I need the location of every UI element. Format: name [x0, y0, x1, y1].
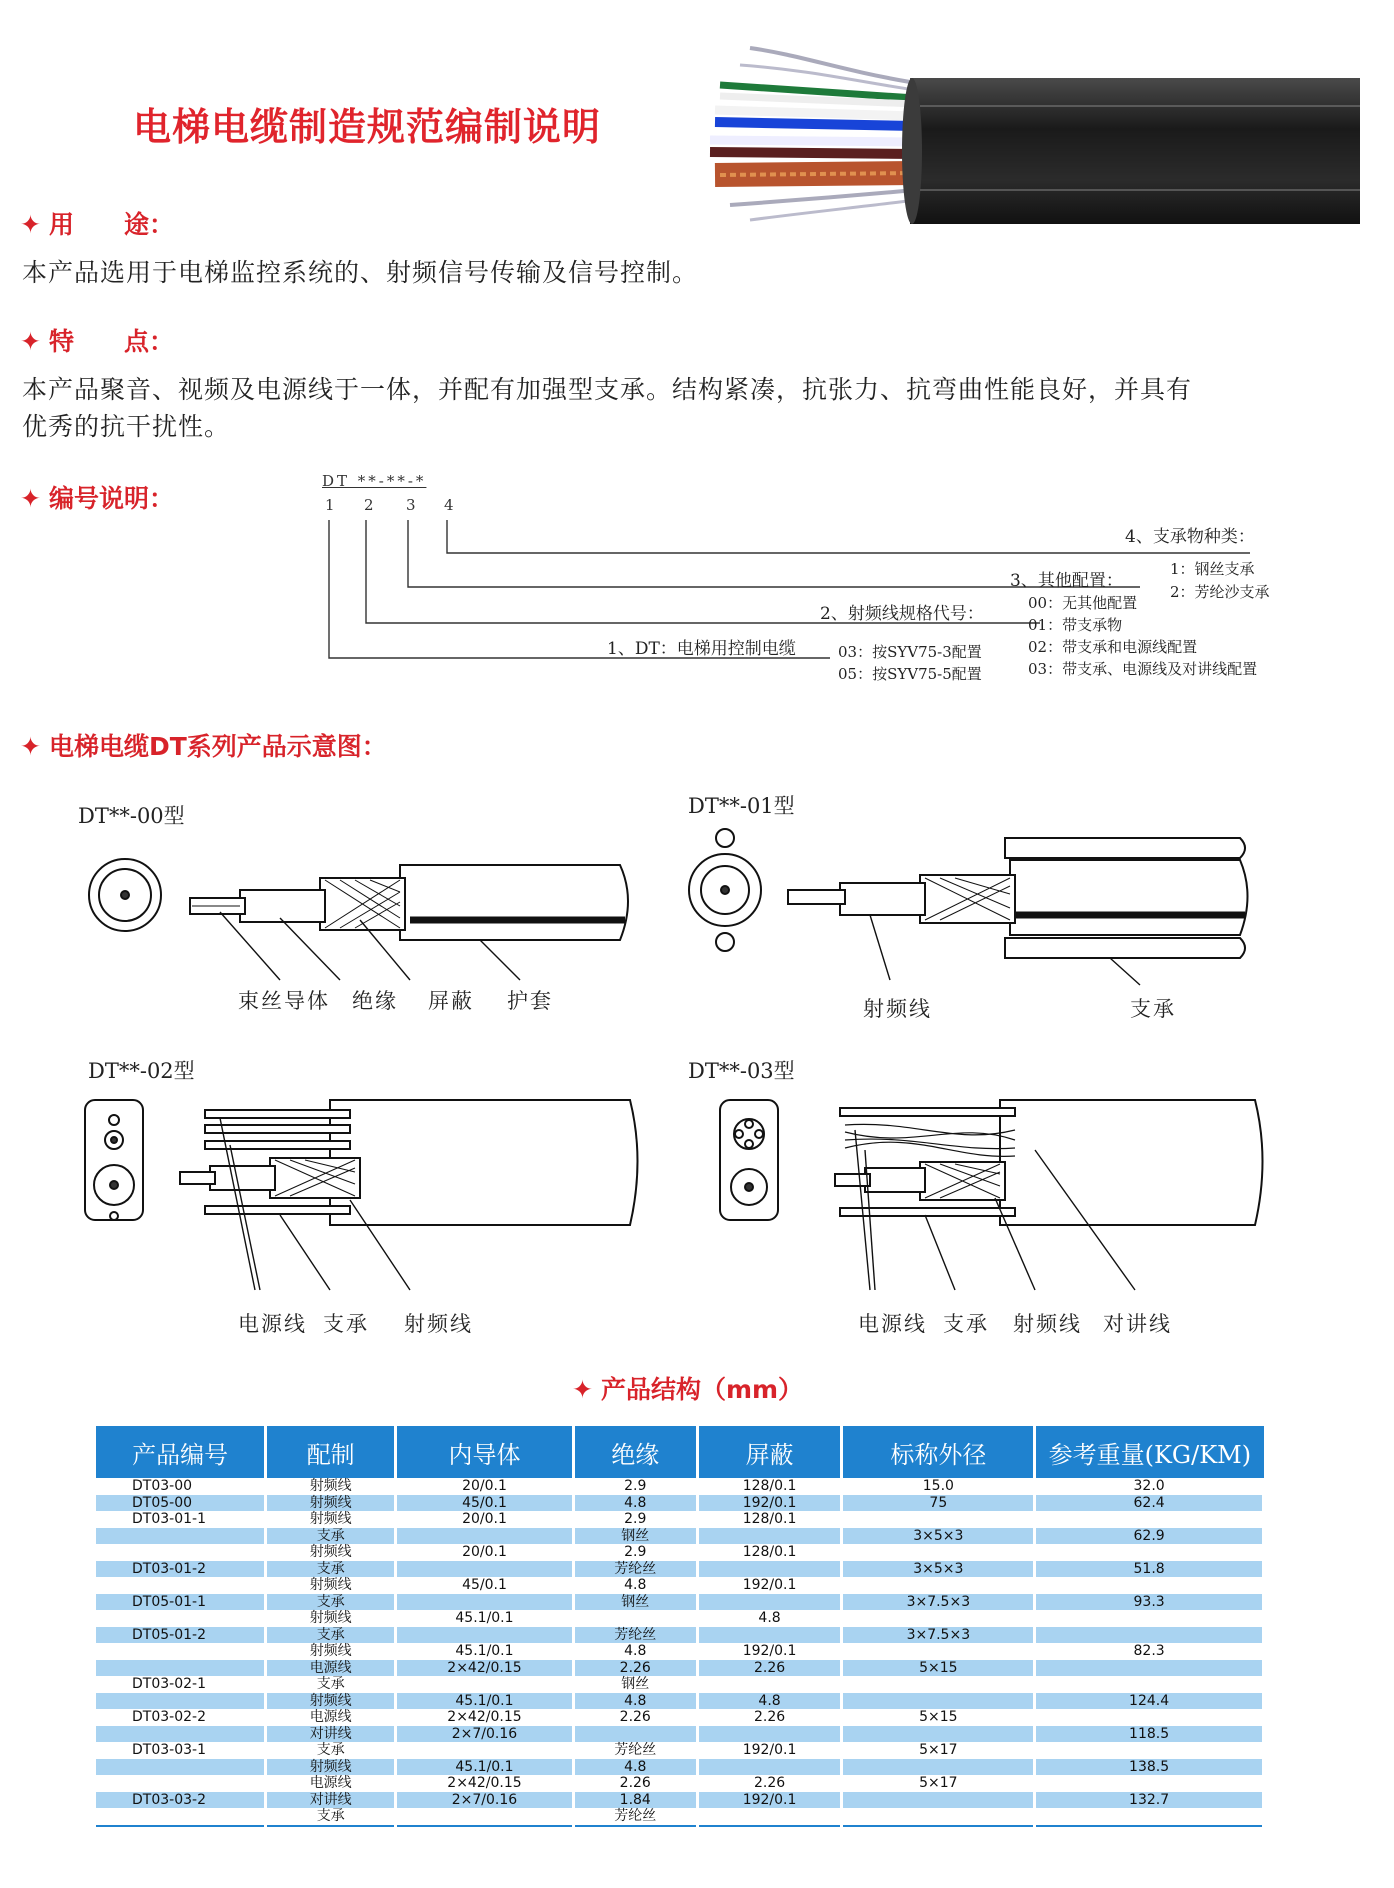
- table-cell: 芳纶丝: [573, 1561, 697, 1578]
- table-cell: 4.8: [573, 1495, 697, 1512]
- table-cell: [697, 1726, 842, 1743]
- table-cell: 2.9: [573, 1511, 697, 1528]
- diagram-heading: ✦ 电梯电缆DT系列产品示意图：: [20, 732, 387, 761]
- table-cell: 62.4: [1035, 1495, 1264, 1512]
- table-cell: 钢丝: [573, 1528, 697, 1545]
- table-cell: 20/0.1: [396, 1544, 574, 1561]
- table-cell: 138.5: [1035, 1759, 1264, 1776]
- table-cell: [842, 1643, 1035, 1660]
- feature-heading: ✦ 特 点：: [20, 327, 174, 356]
- table-cell: [396, 1594, 574, 1611]
- table-cell: [96, 1808, 266, 1826]
- code-format: DT **-**-*: [322, 472, 427, 490]
- table-cell: [396, 1528, 574, 1545]
- table-cell: 192/0.1: [697, 1742, 842, 1759]
- table-cell: 2×7/0.16: [396, 1792, 574, 1809]
- table-cell: 2.26: [697, 1709, 842, 1726]
- table-cell: 4.8: [697, 1693, 842, 1710]
- table-cell: 支承: [266, 1528, 396, 1545]
- config-2-label: 2、射频线规格代号：: [820, 604, 984, 624]
- table-cell: 45.1/0.1: [396, 1759, 574, 1776]
- star-icon: ✦: [20, 210, 41, 239]
- col-header: 标称外径: [842, 1426, 1035, 1478]
- table-cell: 128/0.1: [697, 1478, 842, 1495]
- table-cell: 62.9: [1035, 1528, 1264, 1545]
- table-cell: 支承: [266, 1561, 396, 1578]
- feature-line-1: 本产品聚音、视频及电源线于一体，并配有加强型支承。结构紧凑，抗张力、抗弯曲性能良好，并具有: [22, 375, 1193, 404]
- table-cell: 192/0.1: [697, 1792, 842, 1809]
- table-cell: 192/0.1: [697, 1495, 842, 1512]
- table-cell: 124.4: [1035, 1693, 1264, 1710]
- table-cell: [96, 1759, 266, 1776]
- table-cell: [697, 1759, 842, 1776]
- model-01-label: DT**-01型: [688, 794, 795, 818]
- star-icon: ✦: [572, 1375, 593, 1404]
- table-cell: 射频线: [266, 1495, 396, 1512]
- table-cell: 75: [842, 1495, 1035, 1512]
- table-cell: DT03-01-1: [96, 1511, 266, 1528]
- part-02-rf-line: 射频线: [404, 1312, 473, 1336]
- table-cell: 3×5×3: [842, 1528, 1035, 1545]
- model-03-label: DT**-03型: [688, 1059, 795, 1083]
- table-cell: 电源线: [266, 1709, 396, 1726]
- table-cell: 32.0: [1035, 1478, 1264, 1495]
- table-cell: [96, 1528, 266, 1545]
- table-cell: [96, 1643, 266, 1660]
- table-cell: 5×17: [842, 1775, 1035, 1792]
- table-cell: [697, 1808, 842, 1826]
- table-row: [96, 1577, 1264, 1594]
- table-row: [96, 1594, 1264, 1611]
- table-cell: DT05-01-1: [96, 1594, 266, 1611]
- table-row: [96, 1660, 1264, 1677]
- config-3-opt-3: 02：带支承和电源线配置: [1028, 638, 1198, 656]
- table-cell: [96, 1693, 266, 1710]
- config-2-opt-1: 03：按SYV75-3配置: [838, 643, 982, 661]
- code-num-3: 3: [406, 496, 416, 514]
- table-cell: 192/0.1: [697, 1643, 842, 1660]
- table-header-row: [96, 1426, 1264, 1478]
- table-cell: 钢丝: [573, 1594, 697, 1611]
- table-cell: 对讲线: [266, 1726, 396, 1743]
- cable-photo: [690, 30, 1380, 240]
- table-cell: 支承: [266, 1808, 396, 1826]
- table-cell: 2.26: [697, 1775, 842, 1792]
- star-icon: ✦: [20, 732, 41, 761]
- table-cell: 芳纶丝: [573, 1808, 697, 1826]
- config-2-opt-2: 05：按SYV75-5配置: [838, 665, 982, 683]
- table-cell: [1035, 1610, 1264, 1627]
- table-cell: 4.8: [573, 1759, 697, 1776]
- part-03-rf-line: 射频线: [1013, 1312, 1082, 1336]
- table-row: [96, 1693, 1264, 1710]
- table-cell: [396, 1676, 574, 1693]
- table-cell: 钢丝: [573, 1676, 697, 1693]
- config-3-opt-4: 03：带支承、电源线及对讲线配置: [1028, 660, 1258, 678]
- model-03-diagram: [715, 1090, 1295, 1310]
- table-row: [96, 1511, 1264, 1528]
- table-cell: [842, 1693, 1035, 1710]
- table-cell: [1035, 1808, 1264, 1826]
- table-row: [96, 1643, 1264, 1660]
- table-cell: 2.26: [573, 1775, 697, 1792]
- page-title: 电梯电缆制造规范编制说明: [133, 105, 602, 149]
- table-cell: DT03-03-1: [96, 1742, 266, 1759]
- table-cell: 82.3: [1035, 1643, 1264, 1660]
- table-row: [96, 1528, 1264, 1545]
- model-00-label: DT**-00型: [78, 804, 185, 828]
- table-cell: [396, 1808, 574, 1826]
- table-cell: DT05-01-2: [96, 1627, 266, 1644]
- table-cell: 45/0.1: [396, 1577, 574, 1594]
- table-cell: 128/0.1: [697, 1511, 842, 1528]
- table-cell: DT03-02-1: [96, 1676, 266, 1693]
- table-cell: [96, 1775, 266, 1792]
- table-cell: [1035, 1577, 1264, 1594]
- table-cell: [1035, 1544, 1264, 1561]
- table-cell: 射频线: [266, 1759, 396, 1776]
- table-cell: 对讲线: [266, 1792, 396, 1809]
- model-00-diagram: [80, 840, 660, 990]
- table-cell: [96, 1660, 266, 1677]
- config-4-opt-2: 2：芳纶沙支承: [1170, 583, 1270, 601]
- table-cell: [96, 1544, 266, 1561]
- star-icon: ✦: [20, 484, 41, 513]
- config-3-opt-2: 01：带支承物: [1028, 616, 1123, 634]
- table-cell: 1.84: [573, 1792, 697, 1809]
- table-cell: DT03-01-2: [96, 1561, 266, 1578]
- table-cell: [842, 1759, 1035, 1776]
- part-03-intercom: 对讲线: [1103, 1312, 1172, 1336]
- table-cell: 芳纶丝: [573, 1627, 697, 1644]
- table-cell: 2.9: [573, 1544, 697, 1561]
- table-cell: 5×15: [842, 1709, 1035, 1726]
- table-row: [96, 1495, 1264, 1512]
- table-cell: 118.5: [1035, 1726, 1264, 1743]
- usage-heading: ✦ 用 途：: [20, 210, 174, 239]
- table-row: [96, 1627, 1264, 1644]
- table-cell: 45.1/0.1: [396, 1693, 574, 1710]
- config-3-opt-1: 00：无其他配置: [1028, 594, 1138, 612]
- model-02-diagram: [80, 1090, 660, 1310]
- table-cell: 2×42/0.15: [396, 1660, 574, 1677]
- usage-text: 本产品选用于电梯监控系统的、射频信号传输及信号控制。: [22, 258, 699, 287]
- col-header: 产品编号: [96, 1426, 266, 1478]
- table-cell: DT03-02-2: [96, 1709, 266, 1726]
- col-header: 参考重量(KG/KM): [1035, 1426, 1264, 1478]
- part-00-jacket: 护套: [507, 989, 553, 1013]
- table-cell: [697, 1528, 842, 1545]
- table-cell: 20/0.1: [396, 1511, 574, 1528]
- config-3-label: 3、其他配置：: [1010, 571, 1123, 591]
- code-num-2: 2: [364, 496, 374, 514]
- table-cell: DT03-00: [96, 1478, 266, 1495]
- table-cell: 射频线: [266, 1610, 396, 1627]
- table-cell: 192/0.1: [697, 1577, 842, 1594]
- config-4-label: 4、支承物种类：: [1125, 527, 1255, 547]
- code-num-4: 4: [444, 496, 454, 514]
- table-cell: 射频线: [266, 1544, 396, 1561]
- table-cell: 3×5×3: [842, 1561, 1035, 1578]
- table-cell: [96, 1610, 266, 1627]
- code-num-1: 1: [325, 496, 335, 514]
- table-cell: [1035, 1660, 1264, 1677]
- table-row: [96, 1561, 1264, 1578]
- table-cell: 3×7.5×3: [842, 1594, 1035, 1611]
- model-02-label: DT**-02型: [88, 1059, 195, 1083]
- table-row: [96, 1792, 1264, 1809]
- table-cell: 15.0: [842, 1478, 1035, 1495]
- table-cell: 电源线: [266, 1775, 396, 1792]
- table-cell: 51.8: [1035, 1561, 1264, 1578]
- table-cell: [697, 1627, 842, 1644]
- table-cell: [842, 1610, 1035, 1627]
- table-cell: [1035, 1709, 1264, 1726]
- table-cell: 3×7.5×3: [842, 1627, 1035, 1644]
- table-cell: 电源线: [266, 1660, 396, 1677]
- table-cell: 2.9: [573, 1478, 697, 1495]
- table-cell: DT05-00: [96, 1495, 266, 1512]
- part-00-insulation: 绝缘: [352, 989, 398, 1013]
- table-row: [96, 1759, 1264, 1776]
- table-cell: 2×42/0.15: [396, 1775, 574, 1792]
- numbering-heading: ✦ 编号说明：: [20, 484, 174, 513]
- table-cell: [1035, 1775, 1264, 1792]
- table-cell: 2.26: [573, 1660, 697, 1677]
- table-row: [96, 1544, 1264, 1561]
- table-cell: [697, 1561, 842, 1578]
- table-cell: [842, 1544, 1035, 1561]
- table-cell: 支承: [266, 1742, 396, 1759]
- table-cell: 128/0.1: [697, 1544, 842, 1561]
- table-cell: 5×17: [842, 1742, 1035, 1759]
- table-cell: 45.1/0.1: [396, 1643, 574, 1660]
- table-row: [96, 1676, 1264, 1693]
- table-cell: 射频线: [266, 1577, 396, 1594]
- part-02-support: 支承: [323, 1312, 369, 1336]
- col-header: 配制: [266, 1426, 396, 1478]
- table-row: [96, 1726, 1264, 1743]
- table-cell: 支承: [266, 1676, 396, 1693]
- table-cell: [842, 1676, 1035, 1693]
- feature-line-2: 优秀的抗干扰性。: [22, 412, 231, 441]
- table-cell: 93.3: [1035, 1594, 1264, 1611]
- part-00-conductor: 束丝导体: [238, 989, 330, 1013]
- part-03-support: 支承: [943, 1312, 989, 1336]
- part-01-rf-line: 射频线: [863, 997, 932, 1021]
- model-01-diagram: [670, 820, 1290, 1000]
- table-cell: 4.8: [573, 1693, 697, 1710]
- table-cell: 45/0.1: [396, 1495, 574, 1512]
- table-row: [96, 1709, 1264, 1726]
- structure-table: [96, 1426, 1265, 1827]
- table-cell: [697, 1594, 842, 1611]
- table-cell: [1035, 1742, 1264, 1759]
- part-02-power: 电源线: [238, 1312, 307, 1336]
- table-cell: 射频线: [266, 1693, 396, 1710]
- table-cell: 支承: [266, 1627, 396, 1644]
- table-cell: [842, 1808, 1035, 1826]
- col-header: 屏蔽: [697, 1426, 842, 1478]
- table-cell: 2×42/0.15: [396, 1709, 574, 1726]
- part-01-support: 支承: [1130, 997, 1176, 1021]
- table-cell: 支承: [266, 1594, 396, 1611]
- table-cell: [1035, 1511, 1264, 1528]
- table-cell: 132.7: [1035, 1792, 1264, 1809]
- table-cell: [842, 1511, 1035, 1528]
- table-cell: 芳纶丝: [573, 1742, 697, 1759]
- table-cell: [1035, 1676, 1264, 1693]
- table-cell: 45.1/0.1: [396, 1610, 574, 1627]
- table-row: [96, 1478, 1264, 1495]
- table-row: [96, 1742, 1264, 1759]
- table-cell: 4.8: [697, 1610, 842, 1627]
- table-cell: 2×7/0.16: [396, 1726, 574, 1743]
- table-cell: [573, 1726, 697, 1743]
- table-row: [96, 1610, 1264, 1627]
- table-cell: [396, 1742, 574, 1759]
- table-cell: [96, 1726, 266, 1743]
- config-1-label: 1、DT：电梯用控制电缆: [607, 639, 796, 659]
- table-cell: [842, 1577, 1035, 1594]
- table-cell: 20/0.1: [396, 1478, 574, 1495]
- table-cell: DT03-03-2: [96, 1792, 266, 1809]
- table-cell: 5×15: [842, 1660, 1035, 1677]
- table-cell: [396, 1627, 574, 1644]
- col-header: 内导体: [396, 1426, 574, 1478]
- table-row: [96, 1808, 1264, 1826]
- table-cell: 射频线: [266, 1478, 396, 1495]
- table-cell: [842, 1792, 1035, 1809]
- table-cell: 射频线: [266, 1643, 396, 1660]
- table-cell: [1035, 1627, 1264, 1644]
- part-00-shield: 屏蔽: [428, 989, 474, 1013]
- table-cell: 2.26: [573, 1709, 697, 1726]
- table-cell: [842, 1726, 1035, 1743]
- table-cell: [96, 1577, 266, 1594]
- table-row: [96, 1775, 1264, 1792]
- config-4-opt-1: 1：钢丝支承: [1170, 560, 1255, 578]
- table-cell: [697, 1676, 842, 1693]
- table-cell: [573, 1610, 697, 1627]
- structure-heading: ✦ 产品结构（mm）: [572, 1375, 804, 1404]
- table-cell: 2.26: [697, 1660, 842, 1677]
- col-header: 绝缘: [573, 1426, 697, 1478]
- table-cell: [396, 1561, 574, 1578]
- table-cell: 4.8: [573, 1643, 697, 1660]
- table-cell: 4.8: [573, 1577, 697, 1594]
- star-icon: ✦: [20, 327, 41, 356]
- part-03-power: 电源线: [858, 1312, 927, 1336]
- table-cell: 射频线: [266, 1511, 396, 1528]
